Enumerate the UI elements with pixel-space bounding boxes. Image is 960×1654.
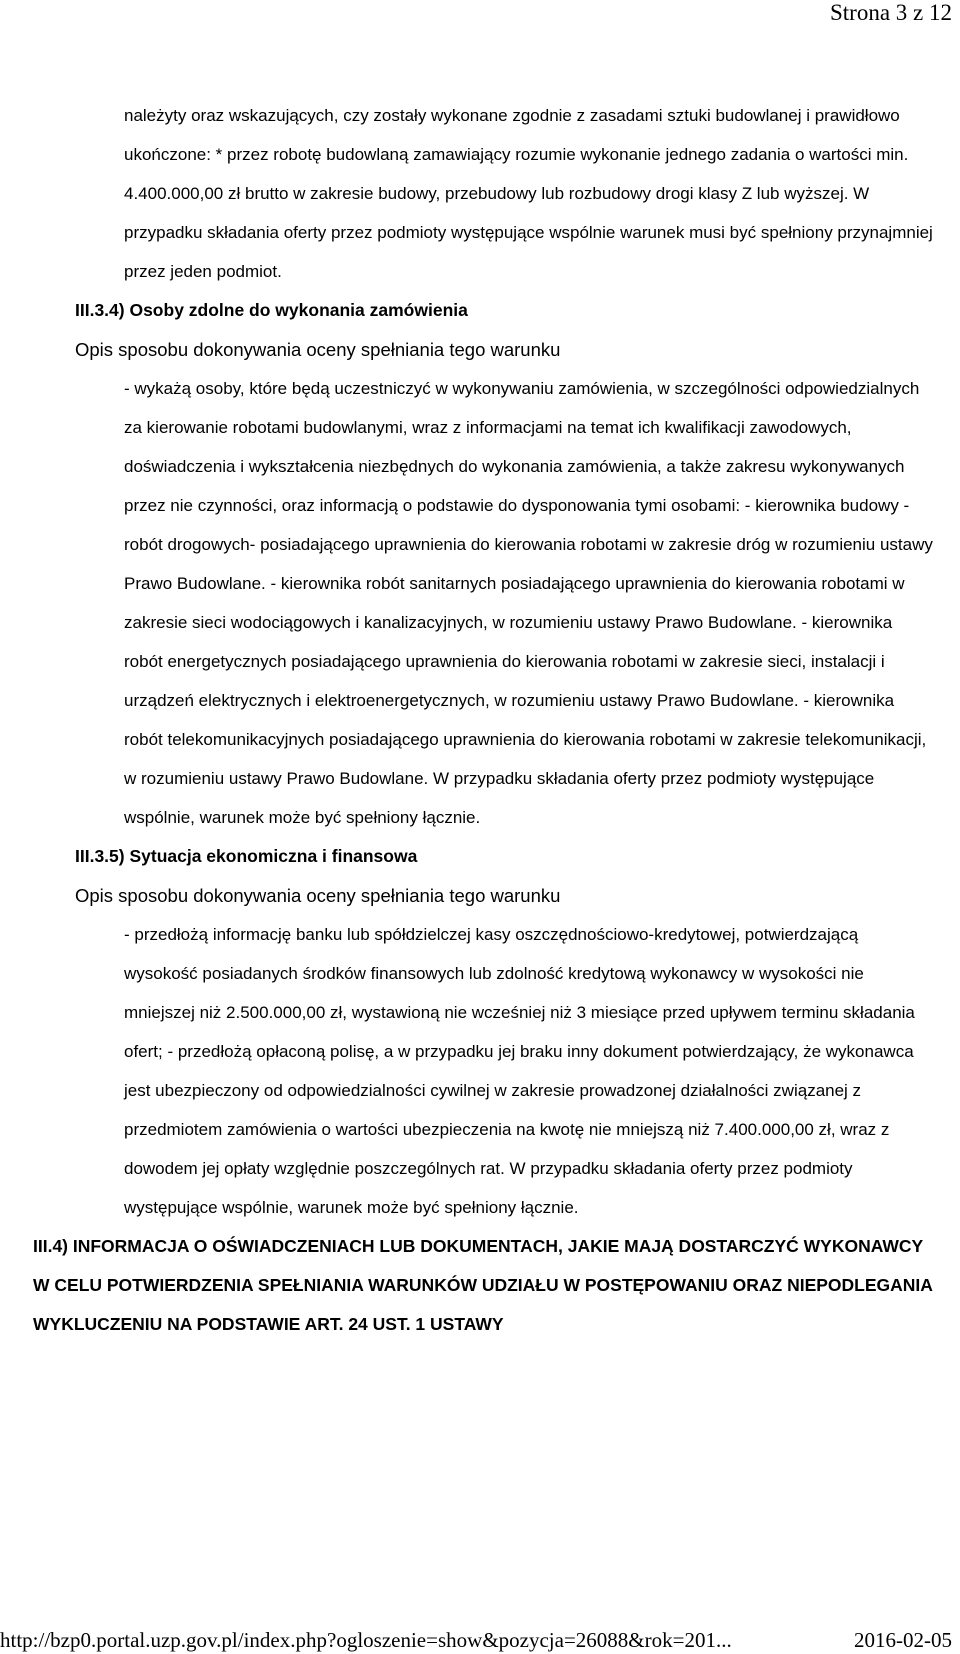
document-body: [0, 96, 960, 1344]
section-subheading-3-4: Opis sposobu dokonywania oceny spełniania tego warunku: [75, 339, 561, 360]
section-text-3-4: - wykażą osoby, które będą uczestniczyć w wykonywaniu zamówienia, w szczególności odpowiedzialnych za kierowanie robotami budowlanymi, wraz z informacjami na temat ich kwalifikacji zawodowych, doświadczenia i wykształcenia niezbędnych do wykonania zamówienia, a także zakresu wykonywanych przez nie czynności, oraz informacją o podstawie do dysponowania tymi osobami: - kierownika budowy - robót drogowych- posiadającego uprawnienia do kierowania robotami w zakresie dróg w rozumieniu ustawy Prawo Budowlane. - kierownika robót sanitarnych posiadającego uprawnienia do kierowania robotami w zakresie sieci wodociągowych i kanalizacyjnych, w rozumieniu ustawy Prawo Budowlane. - kierownika robót energetycznych posiadającego uprawnienia do kierowania robotami w zakresie sieci, instalacji i urządzeń elektrycznych i elektroenergetycznych, w rozumieniu ustawy Prawo Budowlane. - kierownika robót telekomunikacyjnych posiadającego uprawnienia do kierowania robotami w zakresie telekomunikacji, w rozumieniu ustawy Prawo Budowlane. W przypadku składania oferty przez podmioty występujące wspólnie, warunek może być spełniony łącznie.: [124, 379, 933, 827]
section-subheading-3-5: Opis sposobu dokonywania oceny spełniania tego warunku: [75, 885, 561, 906]
footer-date: 2016-02-05: [854, 1628, 952, 1652]
paragraph-continuation: należyty oraz wskazujących, czy zostały wykonane zgodnie z zasadami sztuki budowlanej i prawidłowo ukończone: * przez robotę budowlaną zamawiający rozumie wykonanie jednego zadania o wartości min. 4.400.000,00 zł brutto w zakresie budowy, przebudowy lub rozbudowy drogi klasy Z lub wyższej. W przypadku składania oferty przez podmioty występujące wspólnie warunek musi być spełniony przynajmniej przez jeden podmiot.: [124, 106, 933, 281]
section-heading-4: III.4) INFORMACJA O OŚWIADCZENIACH LUB DOKUMENTACH, JAKIE MAJĄ DOSTARCZYĆ WYKONAWCY W CELU POTWIERDZENIA SPEŁNIANIA WARUNKÓW UDZIAŁU W POSTĘPOWANIU ORAZ NIEPODLEGANIA WYKLUCZENIU NA PODSTAWIE ART. 24 UST. 1 USTAWY: [33, 1236, 933, 1334]
footer-url: http://bzp0.portal.uzp.gov.pl/index.php?ogloszenie=show&pozycja=26088&rok=201...: [0, 1628, 732, 1652]
page-footer: [0, 1626, 960, 1654]
section-heading-3-4: III.3.4) Osoby zdolne do wykonania zamówienia: [75, 300, 468, 320]
section-heading-3-5: III.3.5) Sytuacja ekonomiczna i finansowa: [75, 846, 418, 866]
page-number: Strona 3 z 12: [829, 0, 952, 25]
section-text-3-5: - przedłożą informację banku lub spółdzielczej kasy oszczędnościowo-kredytowej, potwierdzającą wysokość posiadanych środków finansowych lub zdolność kredytową wykonawcy w wysokości nie mniejszej niż 2.500.000,00 zł, wystawioną nie wcześniej niż 3 miesiące przed upływem terminu składania ofert; - przedłożą opłaconą polisę, a w przypadku jej braku inny dokument potwierdzający, że wykonawca jest ubezpieczony od odpowiedzialności cywilnej w zakresie prowadzonej działalności związanej z przedmiotem zamówienia o wartości ubezpieczenia na kwotę nie mniejszą niż 7.400.000,00 zł, wraz z dowodem jej opłaty względnie poszczególnych rat. W przypadku składania oferty przez podmioty występujące wspólnie, warunek może być spełniony łącznie.: [124, 925, 915, 1217]
